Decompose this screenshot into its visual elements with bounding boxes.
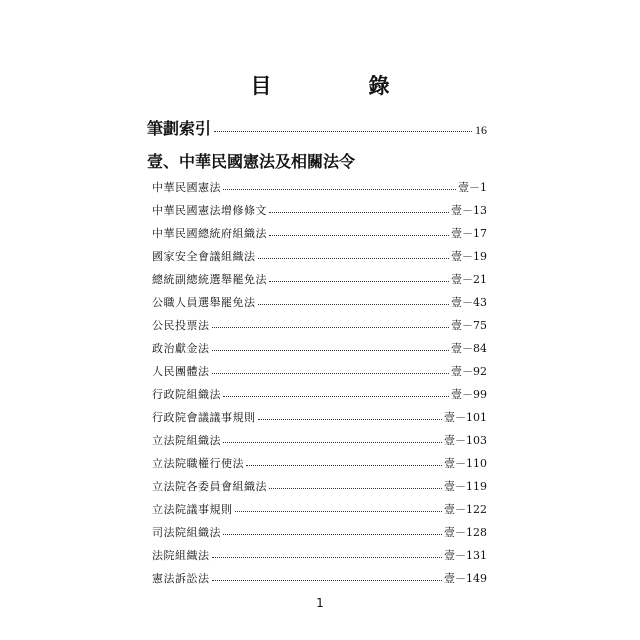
dot-leader	[212, 327, 450, 328]
dot-leader	[212, 557, 443, 558]
dot-leader	[223, 534, 442, 535]
dot-leader	[223, 396, 449, 397]
toc-entry[interactable]	[152, 267, 487, 290]
dot-leader	[269, 212, 449, 213]
toc-entry-label: 中華民國憲法	[152, 180, 221, 194]
toc-entry-page: 壹－13	[451, 203, 487, 217]
toc-entry[interactable]	[152, 566, 487, 589]
stroke-index-label: 筆劃索引	[147, 119, 212, 138]
toc-entry-label: 立法院組織法	[152, 433, 221, 447]
toc-entry[interactable]	[152, 244, 487, 267]
toc-list	[152, 175, 487, 589]
toc-entry-label: 行政院會議議事規則	[152, 410, 256, 424]
toc-entry[interactable]	[152, 221, 487, 244]
toc-entry[interactable]	[152, 313, 487, 336]
toc-entry-page: 壹－119	[444, 479, 487, 493]
toc-entry-page: 壹－110	[444, 456, 487, 470]
toc-entry-page: 壹－122	[444, 502, 487, 516]
toc-entry[interactable]	[152, 543, 487, 566]
dot-leader	[212, 350, 450, 351]
toc-entry-label: 中華民國憲法增修條文	[152, 203, 267, 217]
dot-leader	[223, 189, 456, 190]
toc-entry-page: 壹－75	[451, 318, 487, 332]
dot-leader	[269, 488, 442, 489]
toc-entry-label: 憲法訴訟法	[152, 571, 210, 585]
toc-entry-label: 公職人員選舉罷免法	[152, 295, 256, 309]
toc-entry-page: 壹－103	[444, 433, 487, 447]
dot-leader	[246, 465, 442, 466]
toc-entry-label: 中華民國總統府組織法	[152, 226, 267, 240]
toc-entry-page: 壹－43	[451, 295, 487, 309]
toc-entry-label: 政治獻金法	[152, 341, 210, 355]
toc-entry-label: 公民投票法	[152, 318, 210, 332]
toc-entry-label: 立法院議事規則	[152, 502, 233, 516]
toc-entry[interactable]	[152, 451, 487, 474]
toc-entry-page: 壹－131	[444, 548, 487, 562]
toc-entry-page: 壹－21	[451, 272, 487, 286]
dot-leader	[269, 235, 449, 236]
toc-entry-label: 總統副總統選舉罷免法	[152, 272, 267, 286]
dot-leader	[258, 304, 450, 305]
toc-entry-label: 法院組織法	[152, 548, 210, 562]
section-heading: 壹、中華民國憲法及相關法令	[147, 152, 356, 171]
toc-entry[interactable]	[152, 198, 487, 221]
toc-entry-page: 壹－99	[451, 387, 487, 401]
toc-entry[interactable]	[152, 428, 487, 451]
dot-leader	[269, 281, 449, 282]
toc-entry-label: 立法院各委員會組織法	[152, 479, 267, 493]
toc-entry-label: 人民團體法	[152, 364, 210, 378]
toc-entry-page: 壹－92	[451, 364, 487, 378]
toc-entry-page: 壹－149	[444, 571, 487, 585]
toc-entry-page: 壹－101	[444, 410, 487, 424]
toc-entry[interactable]	[152, 405, 487, 428]
stroke-index-row[interactable]	[147, 116, 487, 136]
dot-leader	[214, 131, 472, 132]
dot-leader	[258, 419, 443, 420]
toc-entry-page: 壹－84	[451, 341, 487, 355]
toc-entry-page: 壹－17	[451, 226, 487, 240]
toc-entry[interactable]	[152, 175, 487, 198]
toc-entry-page: 壹－1	[458, 180, 487, 194]
toc-entry[interactable]	[152, 382, 487, 405]
toc-entry-page: 壹－128	[444, 525, 487, 539]
dot-leader	[235, 511, 443, 512]
toc-entry-page: 壹－19	[451, 249, 487, 263]
toc-entry-label: 司法院組織法	[152, 525, 221, 539]
toc-entry[interactable]	[152, 336, 487, 359]
toc-entry[interactable]	[152, 474, 487, 497]
dot-leader	[258, 258, 450, 259]
dot-leader	[212, 580, 443, 581]
dot-leader	[223, 442, 442, 443]
stroke-index-page: 16	[475, 123, 487, 137]
dot-leader	[212, 373, 450, 374]
toc-entry-label: 立法院職權行使法	[152, 456, 244, 470]
page-number: 1	[316, 596, 324, 610]
toc-entry[interactable]	[152, 290, 487, 313]
page-title: 目 錄	[250, 74, 428, 98]
toc-entry[interactable]	[152, 520, 487, 543]
toc-entry[interactable]	[152, 359, 487, 382]
toc-entry[interactable]	[152, 497, 487, 520]
toc-entry-label: 行政院組織法	[152, 387, 221, 401]
toc-entry-label: 國家安全會議組織法	[152, 249, 256, 263]
